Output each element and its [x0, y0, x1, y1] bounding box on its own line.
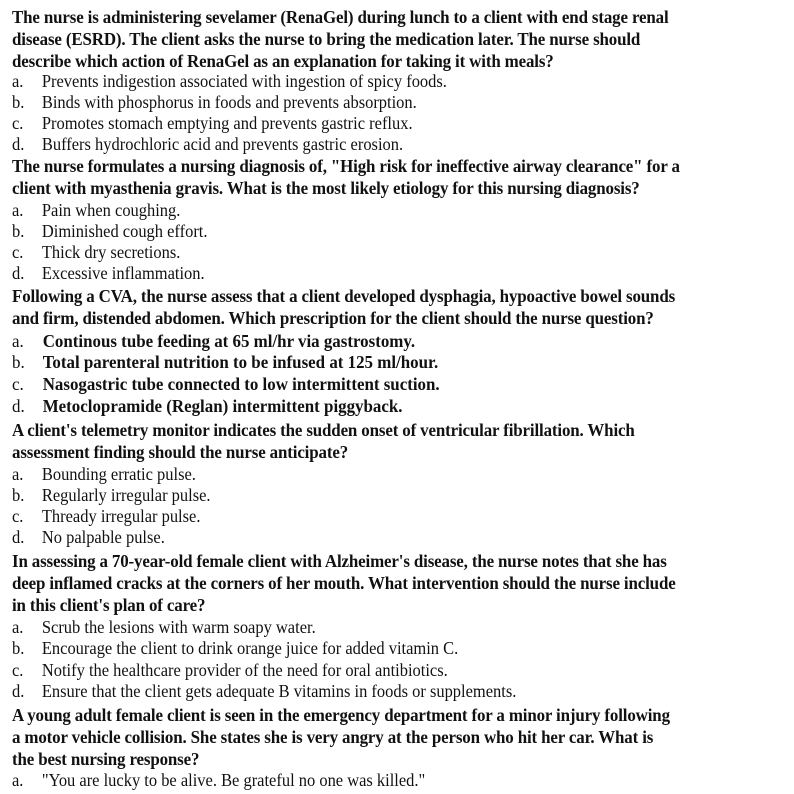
question-5-option-c — [12, 659, 448, 681]
question-2-option-d — [12, 262, 205, 284]
option-text: Total parenteral nutrition to be infused at 125 ml/hour. — [42, 352, 439, 372]
option-letter: c. — [12, 506, 24, 526]
question-6-stem-line-3: the best nursing response? — [12, 749, 200, 769]
question-2-option-b — [12, 220, 208, 242]
option-text: Promotes stomach emptying and prevents gastric reflux. — [41, 113, 413, 133]
question-6-stem-line-2: a motor vehicle collision. She states she is very angry at the person who hit her car. What is — [12, 727, 654, 747]
question-5-stem-line-1: In assessing a 70-year-old female client with Alzheimer's disease, the nurse notes that she has — [12, 551, 667, 571]
option-letter: c. — [12, 113, 24, 133]
question-4-option-c — [12, 505, 200, 527]
option-letter: a. — [12, 770, 24, 790]
option-text: Prevents indigestion associated with ingestion of spicy foods. — [41, 71, 447, 91]
option-letter: a. — [12, 464, 24, 484]
option-text: Pain when coughing. — [41, 200, 181, 220]
option-text: Excessive inflammation. — [41, 263, 205, 283]
question-1-option-d — [12, 133, 403, 155]
option-letter: b. — [12, 352, 25, 372]
question-1-option-a — [12, 70, 447, 92]
option-text: Buffers hydrochloric acid and prevents gastric erosion. — [41, 134, 404, 154]
option-text: Metoclopramide (Reglan) intermittent piggyback. — [42, 396, 403, 416]
option-text: Regularly irregular pulse. — [41, 485, 211, 505]
question-4-stem-line-2: assessment finding should the nurse anticipate? — [12, 442, 349, 462]
question-1-stem-line-2: disease (ESRD). The client asks the nurse to bring the medication later. The nurse should — [12, 29, 641, 49]
option-letter: b. — [12, 485, 25, 505]
option-letter: a. — [12, 331, 24, 351]
option-letter: c. — [12, 374, 24, 394]
question-6-stem-line-1: A young adult female client is seen in the emergency department for a minor injury following — [12, 705, 670, 725]
option-letter: d. — [12, 263, 25, 283]
question-4-option-a — [12, 463, 196, 485]
question-1-option-b — [12, 91, 417, 113]
question-2-option-c — [12, 241, 180, 263]
question-3-stem-line-2: and firm, distended abdomen. Which prescription for the client should the nurse question? — [12, 308, 654, 328]
option-text: Ensure that the client gets adequate B vitamins in foods or supplements. — [41, 681, 517, 701]
option-text: Thready irregular pulse. — [41, 506, 201, 526]
option-text: Thick dry secretions. — [41, 242, 181, 262]
question-4-stem-line-1: A client's telemetry monitor indicates the sudden onset of ventricular fibrillation. Which — [12, 420, 635, 440]
question-4-option-b — [12, 484, 211, 506]
option-text: Continous tube feeding at 65 ml/hr via gastrostomy. — [42, 331, 416, 351]
option-text: Notify the healthcare provider of the need for oral antibiotics. — [41, 660, 448, 680]
option-letter: a. — [12, 71, 24, 91]
option-text: "You are lucky to be alive. Be grateful no one was killed." — [41, 770, 426, 790]
option-text: Scrub the lesions with warm soapy water. — [41, 617, 316, 637]
question-5-stem-line-2: deep inflamed cracks at the corners of her mouth. What intervention should the nurse include — [12, 573, 676, 593]
question-3-option-b — [12, 351, 438, 373]
option-text: No palpable pulse. — [41, 527, 165, 547]
option-letter: d. — [12, 396, 25, 416]
option-letter: c. — [12, 660, 24, 680]
option-letter: b. — [12, 92, 25, 112]
option-letter: d. — [12, 681, 25, 701]
option-text: Encourage the client to drink orange juice for added vitamin C. — [41, 638, 459, 658]
option-letter: c. — [12, 242, 24, 262]
option-letter: a. — [12, 617, 24, 637]
question-6-option-a — [12, 769, 425, 791]
option-letter: d. — [12, 527, 25, 547]
question-3-option-a — [12, 330, 415, 352]
question-5-option-d — [12, 680, 516, 702]
question-2-stem-line-1: The nurse formulates a nursing diagnosis of, "High risk for ineffective airway clearance" for a — [12, 156, 680, 176]
question-1-stem-line-3: describe which action of RenaGel as an explanation for taking it with meals? — [12, 51, 554, 71]
question-3-stem-line-1: Following a CVA, the nurse assess that a client developed dysphagia, hypoactive bowel sounds — [12, 286, 676, 306]
question-2-option-a — [12, 199, 180, 221]
option-letter: b. — [12, 221, 25, 241]
question-4-option-d — [12, 526, 165, 548]
question-5-stem-line-3: in this client's plan of care? — [12, 595, 206, 615]
question-5-option-a — [12, 616, 316, 638]
option-text: Bounding erratic pulse. — [41, 464, 196, 484]
question-2-stem-line-2: client with myasthenia gravis. What is the most likely etiology for this nursing diagnosis? — [12, 178, 640, 198]
question-1-stem-line-1: The nurse is administering sevelamer (RenaGel) during lunch to a client with end stage renal — [12, 7, 669, 27]
option-letter: a. — [12, 200, 24, 220]
question-5-option-b — [12, 637, 458, 659]
question-1-option-c — [12, 112, 413, 134]
option-letter: d. — [12, 134, 25, 154]
option-text: Diminished cough effort. — [41, 221, 208, 241]
option-letter: b. — [12, 638, 25, 658]
question-3-option-c — [12, 373, 440, 395]
option-text: Binds with phosphorus in foods and prevents absorption. — [41, 92, 417, 112]
question-3-option-d — [12, 395, 403, 417]
option-text: Nasogastric tube connected to low intermittent suction. — [42, 374, 440, 394]
